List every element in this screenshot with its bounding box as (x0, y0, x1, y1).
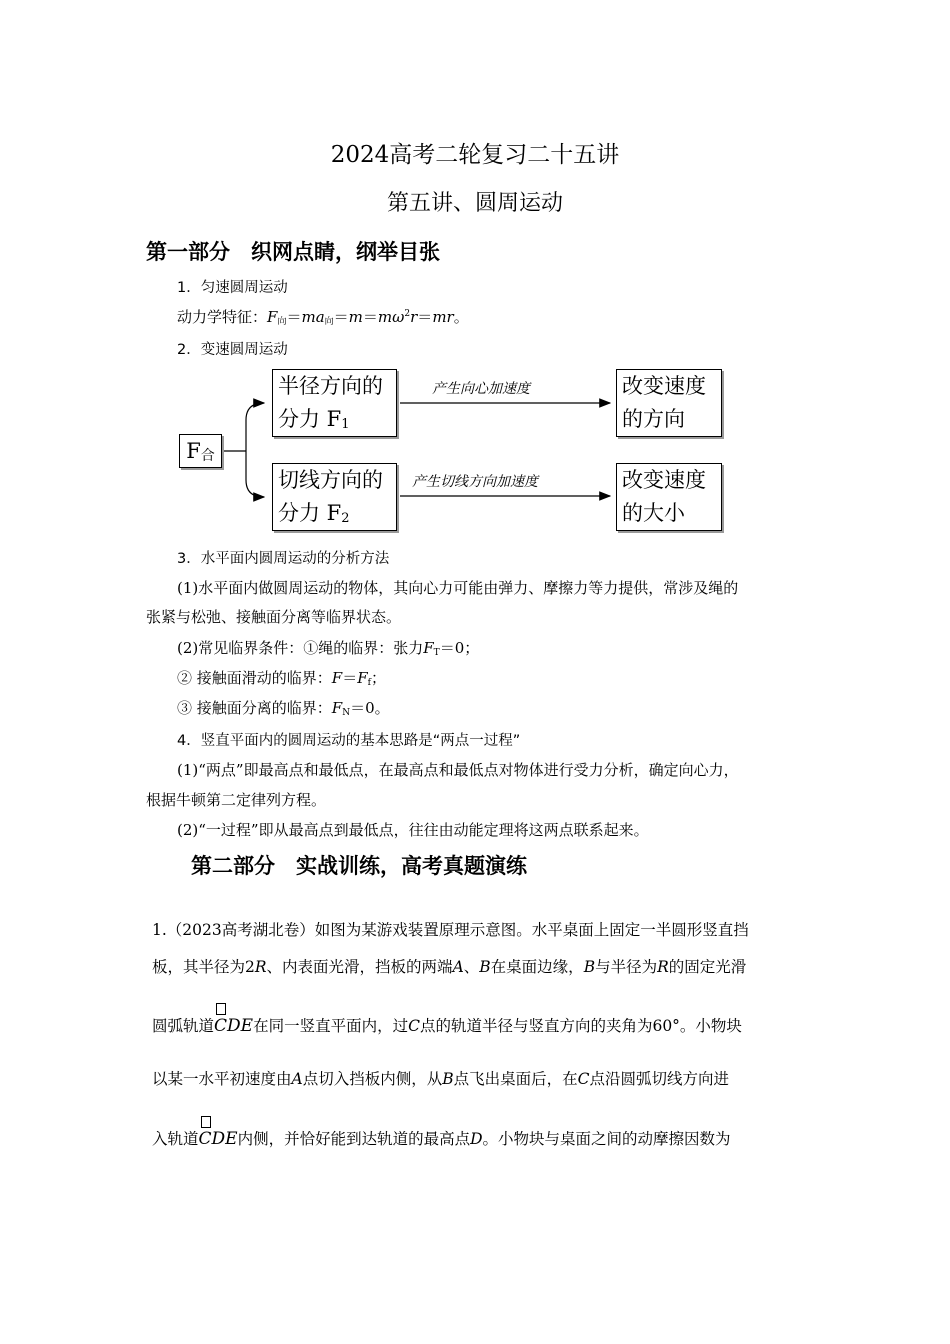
tangential-component-box: 切线方向的 分力 $F_2$ (272, 463, 397, 531)
sec3-heading: 3．水平面内圆周运动的分析方法 (177, 551, 390, 567)
sec2-heading: 2．变速圆周运动 (177, 342, 288, 358)
question-line-3: 圆弧轨道 CDE在同一竖直平面内，过C点的轨道半径与竖直方向的夹角为60°。小物块 (152, 1014, 742, 1036)
part1-heading: 第一部分 织网点睛，纲举目张 (146, 240, 440, 264)
arrow-label-tangential: 产生切线方向加速度 (412, 474, 538, 490)
sec4-p1-line2: 根据牛顿第二定律列方程。 (146, 791, 327, 809)
sec3-p4: ③ 接触面分离的临界：$F_N=0$。 (177, 699, 390, 718)
sec4-heading: 4．竖直平面内的圆周运动的基本思路是“两点一过程” (177, 733, 521, 749)
arc-symbol-icon: CDE (214, 1016, 253, 1036)
sec3-p1-line2: 张紧与松弛、接触面分离等临界状态。 (146, 608, 402, 626)
sec4-p2: (2)“一过程”即从最高点到最低点，往往由动能定理将这两点联系起来。 (177, 821, 649, 839)
magnitude-change-box: 改变速度 的大小 (616, 463, 722, 531)
sec1-formula: 动力学特征：$F_向=ma_向=m=m\omega^2r=mr$。 (177, 308, 469, 327)
lecture-title: 第五讲、圆周运动 (386, 191, 563, 216)
sec3-p2: (2)常见临界条件：①绳的临界：张力$F_T=0$； (177, 639, 480, 658)
part2-heading: 第二部分 实战训练，高考真题演练 (191, 854, 527, 878)
arrow-label-centripetal: 产生向心加速度 (432, 381, 530, 397)
resultant-force-box: $F_合$ (179, 434, 222, 468)
sec4-p1-line1: (1)“两点”即最高点和最低点，在最高点和最低点对物体进行受力分析，确定向心力， (177, 761, 739, 779)
question-line-1: 1.（2023高考湖北卷）如图为某游戏装置原理示意图。水平桌面上固定一半圆形竖直挡 (152, 921, 749, 939)
question-line-5: 入轨道 CDE内侧，并恰好能到达轨道的最高点D。小物块与桌面之间的动摩擦因数为 (152, 1127, 731, 1149)
question-line-4: 以某一水平初速度由A点切入挡板内侧，从B点飞出桌面后，在C点沿圆弧切线方向进 (152, 1070, 730, 1088)
formula-label: 动力学特征： (177, 308, 268, 326)
question-line-2: 板，其半径为2R、内表面光滑，挡板的两端A、B在桌面边缘，B与半径为R的固定光滑 (152, 958, 747, 976)
direction-change-box: 改变速度 的方向 (616, 369, 722, 437)
arc-symbol-icon: CDE (199, 1129, 238, 1149)
sec3-p3: ② 接触面滑动的临界：$F=F_f$； (177, 669, 386, 688)
sec3-p1-line1: (1)水平面内做圆周运动的物体，其向心力可能由弹力、摩擦力等力提供，常涉及绳的 (177, 579, 739, 597)
sec1-heading: 1．匀速圆周运动 (177, 280, 288, 296)
document-title: 2024高考二轮复习二十五讲 (330, 142, 620, 168)
radial-component-box: 半径方向的 分力 $F_1$ (272, 369, 397, 437)
